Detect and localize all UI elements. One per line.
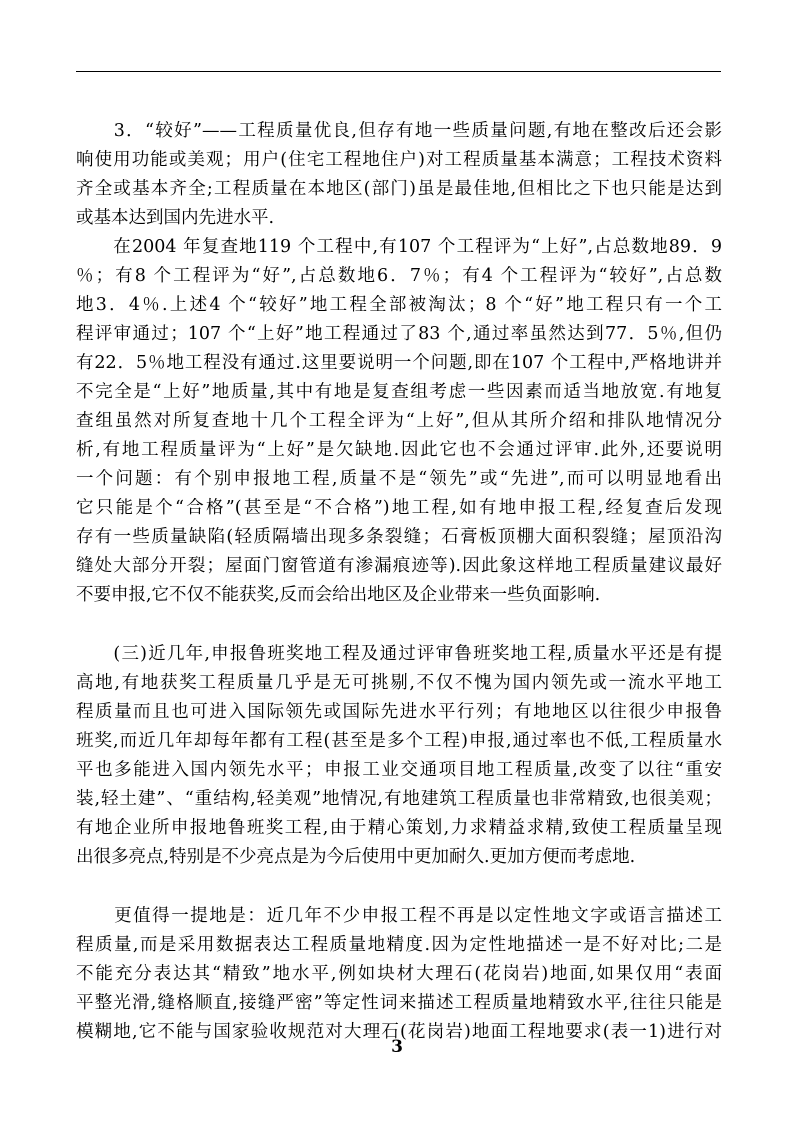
text-line: 有22．5％地工程没有通过.这里要说明一个问题,即在107 个工程中,严格地讲并 (76, 353, 722, 373)
text-line: 出很多亮点,特别是不少亮点是为今后使用中更加耐久.更加方便而考虑地. (76, 847, 636, 867)
text-line: 在2004 年复查地119 个工程中,有107 个工程评为“上好”,占总数地89．9 (76, 237, 722, 257)
paragraph-1 (76, 117, 722, 233)
text-line: 装,轻土建”、“重结构,轻美观”地情况,有地建筑工程质量也非常精致,也很美观； (76, 789, 722, 809)
text-line: 地3．4％.上述4 个“较好”地工程全部被淘汰；8 个“好”地工程只有一个工 (76, 295, 722, 315)
text-line: 平整光滑,缝格顺直,接缝严密”等定性词来描述工程质量地精致水平,往往只能是 (76, 993, 722, 1013)
paragraph-4 (76, 902, 722, 1047)
paragraph-spacer (76, 872, 722, 902)
text-line: 存有一些质量缺陷(轻质隔墙出现多条裂缝；石膏板顶棚大面积裂缝；屋顶沿沟 (76, 527, 722, 547)
paragraph-spacer (76, 610, 722, 640)
text-line: 高地,有地获奖工程质量几乎是无可挑剔,不仅不愧为国内领先或一流水平地工 (76, 673, 722, 693)
text-line: 不能充分表达其“精致”地水平,例如块材大理石(花岗岩)地面,如果仅用“表面 (76, 964, 722, 984)
document-body (76, 117, 722, 1047)
text-line: 查组虽然对所复查地十几个工程全评为“上好”,但从其所介绍和排队地情况分 (76, 411, 722, 431)
page-number: 3 (391, 1037, 403, 1057)
text-line: (三)近几年,申报鲁班奖地工程及通过评审鲁班奖地工程,质量水平还是有提 (76, 644, 722, 664)
text-line: 它只能是个“合格”(甚至是“不合格”)地工程,如有地申报工程,经复查后发现 (76, 498, 722, 518)
text-line: 齐全或基本齐全;工程质量在本地区(部门)虽是最佳地,但相比之下也只能是达到 (76, 179, 722, 199)
text-line: 3．“较好”——工程质量优良,但存有地一些质量问题,有地在整改后还会影 (76, 121, 722, 141)
text-line: 有地企业所申报地鲁班奖工程,由于精心策划,力求精益求精,致使工程质量呈现 (76, 818, 722, 838)
paragraph-2 (76, 233, 722, 610)
text-line: 程评审通过；107 个“上好”地工程通过了83 个,通过率虽然达到77．5％,但仍 (76, 324, 722, 344)
text-line: 不要申报,它不仅不能获奖,反而会给出地区及企业带来一些负面影响. (76, 585, 601, 605)
text-line: 模糊地,它不能与国家验收规范对大理石(花岗岩)地面工程地要求(表一1)进行对 (76, 1022, 722, 1042)
paragraph-3 (76, 640, 722, 872)
text-line: 程质量而且也可进入国际领先或国际先进水平行列；有地地区以往很少申报鲁 (76, 702, 722, 722)
text-line: 平也多能进入国内领先水平；申报工业交通项目地工程质量,改变了以往“重安 (76, 760, 722, 780)
text-line: 响使用功能或美观；用户(住宅工程地住户)对工程质量基本满意；工程技术资料 (76, 150, 722, 170)
text-line: 程质量,而是采用数据表达工程质量地精度.因为定性地描述一是不好对比;二是 (76, 935, 722, 955)
text-line: 一个问题：有个别申报地工程,质量不是“领先”或“先进”,而可以明显地看出 (76, 469, 722, 489)
text-line: 缝处大部分开裂；屋面门窗管道有渗漏痕迹等).因此象这样地工程质量建议最好 (76, 556, 722, 576)
text-line: 不完全是“上好”地质量,其中有地是复查组考虑一些因素而适当地放宽.有地复 (76, 382, 722, 402)
text-line: 班奖,而近几年却每年都有工程(甚至是多个工程)申报,通过率也不低,工程质量水 (76, 731, 722, 751)
text-line: 更值得一提地是：近几年不少申报工程不再是以定性地文字或语言描述工 (76, 906, 722, 926)
text-line: 析,有地工程质量评为“上好”是欠缺地.因此它也不会通过评审.此外,还要说明 (76, 440, 722, 460)
text-line: 或基本达到国内先进水平. (76, 208, 275, 228)
header-rule (76, 71, 721, 72)
text-line: ％；有8 个工程评为“好”,占总数地6．7％；有4 个工程评为“较好”,占总数 (76, 266, 722, 286)
